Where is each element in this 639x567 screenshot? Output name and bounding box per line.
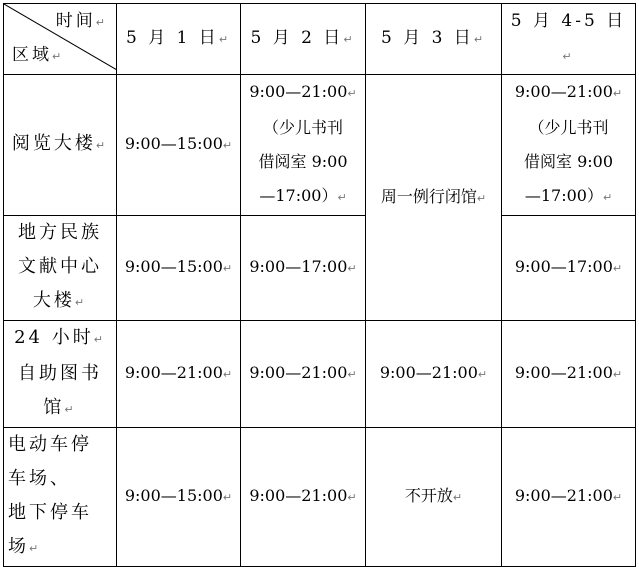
time-cell: 9:00—21:00↵: [117, 321, 241, 428]
header-row: [4, 4, 636, 75]
time-cell: 9:00—21:00↵: [241, 428, 366, 567]
time-cell: 9:00—21:00↵: [502, 428, 636, 567]
time-cell: 9:00—15:00↵: [117, 428, 241, 567]
time-cell: 9:00—21:00↵ （少儿书刊 借阅室 9:00 —17:00）↵: [241, 75, 366, 216]
header-may2: 5 月 2 日↵: [241, 4, 366, 75]
header-may45: 5 月 4-5 日↵: [502, 4, 636, 75]
closed-cell: 周一例行闭馆↵: [366, 75, 502, 321]
time-cell: 9:00—21:00↵: [241, 321, 366, 428]
table-row: [4, 75, 636, 216]
area-label: 区域: [12, 45, 52, 65]
time-cell: 9:00—21:00↵: [502, 321, 636, 428]
time-label: 时间: [55, 11, 96, 31]
time-cell: 9:00—21:00↵: [366, 321, 502, 428]
header-may1: 5 月 1 日↵: [117, 4, 241, 75]
time-cell: 9:00—21:00↵ （少儿书刊 借阅室 9:00 —17:00）↵: [502, 75, 636, 216]
table-row: [4, 321, 636, 428]
time-cell: 不开放↵: [366, 428, 502, 567]
table-row: [4, 216, 636, 321]
area-cell: 24 小时↵ 自助图书 馆↵: [4, 321, 117, 428]
area-cell: 阅览大楼↵: [4, 75, 117, 216]
table-row: [4, 428, 636, 567]
header-may3: 5 月 3 日↵: [366, 4, 502, 75]
time-cell: 9:00—17:00↵: [241, 216, 366, 321]
time-cell: 9:00—15:00↵: [117, 75, 241, 216]
time-cell: 9:00—17:00↵: [502, 216, 636, 321]
area-cell: 地方民族 文献中心 大楼↵: [4, 216, 117, 321]
time-cell: 9:00—15:00↵: [117, 216, 241, 321]
area-cell: 电动车停 车场、 地下停车 场↵: [4, 428, 117, 567]
header-corner-cell: 时间↵ 区域↵: [4, 4, 117, 75]
schedule-table: [3, 3, 636, 567]
